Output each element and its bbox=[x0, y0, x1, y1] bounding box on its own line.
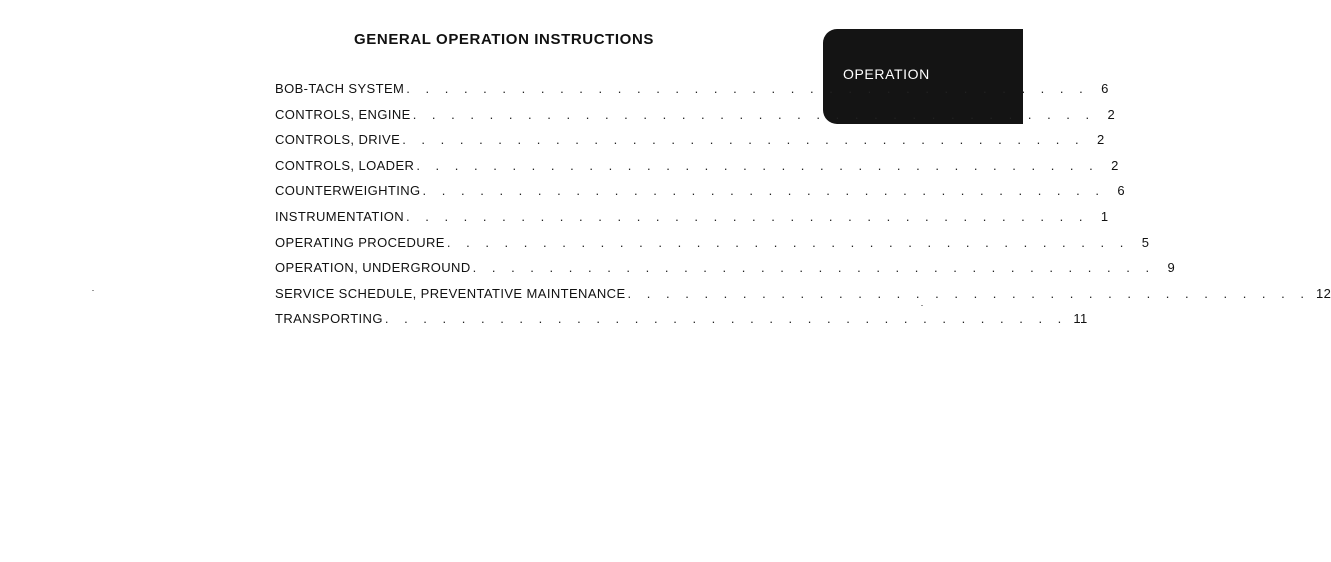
dot-leader: . . . . . . . . . . . . . . . . . . . . . . . . . . . . . . . . . . . . bbox=[472, 260, 1156, 276]
toc-entry bbox=[275, 260, 1176, 286]
toc-entry-label: TRANSPORTING bbox=[275, 311, 383, 327]
toc-entry bbox=[275, 234, 1150, 261]
toc-entry-page: 2 bbox=[1111, 157, 1119, 173]
toc-entry-page: 2 bbox=[1107, 106, 1116, 122]
toc-entry-page: 9 bbox=[1167, 260, 1176, 276]
toc-entry-page: 5 bbox=[1141, 234, 1150, 250]
toc-entry-page: 12 bbox=[1316, 285, 1331, 301]
toc-entry-label: CONTROLS, DRIVE bbox=[275, 132, 401, 148]
toc-entry-label: OPERATING PROCEDURE bbox=[275, 234, 445, 250]
toc-entry-page: 2 bbox=[1097, 132, 1105, 148]
dot-leader: . . . . . . . . . . . . . . . . . . . . . . . . . . . . . . . . . . . . bbox=[402, 132, 1085, 148]
dot-leader: . . . . . . . . . . . . . . . . . . . . . . . . . . . . . . . . . . . . bbox=[384, 311, 1068, 327]
toc-entry bbox=[275, 311, 1088, 337]
toc-entry-label: BOB-TACH SYSTEM bbox=[275, 81, 405, 96]
dot-leader: . . . . . . . . . . . . . . . . . . . . . . . . . . . . . . . . . . . . bbox=[406, 208, 1089, 224]
page-title: GENERAL OPERATION INSTRUCTIONS bbox=[354, 31, 654, 48]
dot-leader: . . . . . . . . . . . . . . . . . . . . . . . . . . . . . . . . . . . . bbox=[446, 234, 1130, 250]
toc-entry-label: COUNTERWEIGHTING bbox=[275, 183, 421, 199]
toc-entry-label: INSTRUMENTATION bbox=[275, 208, 405, 224]
table-of-contents bbox=[275, 81, 1331, 337]
section-tab-label: OPERATION bbox=[843, 66, 930, 82]
toc-entry-label: SERVICE SCHEDULE, PREVENTATIVE MAINTENANCE bbox=[275, 285, 626, 301]
dot-leader: . . . . . . . . . . . . . . . . . . . . . . . . . . . . . . . . . . . . bbox=[406, 81, 1089, 96]
dot-leader: . . . . . . . . . . . . . . . . . . . . . . . . . . . . . . . . . . . . bbox=[627, 285, 1310, 301]
toc-entry-label: OPERATION, UNDERGROUND bbox=[275, 260, 471, 276]
toc-entry-page: 6 bbox=[1117, 183, 1125, 199]
toc-entry bbox=[275, 132, 1105, 158]
dot-leader: . . . . . . . . . . . . . . . . . . . . . . . . . . . . . . . . . . . . bbox=[422, 183, 1105, 199]
toc-entry bbox=[275, 106, 1116, 133]
scan-speck bbox=[92, 290, 94, 291]
toc-entry-page: 1 bbox=[1100, 208, 1109, 224]
toc-entry bbox=[275, 81, 1109, 107]
toc-entry bbox=[275, 183, 1125, 209]
toc-entry bbox=[275, 208, 1109, 235]
toc-entry bbox=[275, 157, 1119, 184]
toc-entry-label: CONTROLS, ENGINE bbox=[275, 106, 411, 122]
dot-leader: . . . . . . . . . . . . . . . . . . . . . . . . . . . . . . . . . . . . bbox=[412, 106, 1096, 122]
toc-entry-page: 11 bbox=[1073, 311, 1088, 327]
scan-speck bbox=[921, 305, 923, 306]
toc-entry-label: CONTROLS, LOADER bbox=[275, 157, 415, 173]
toc-entry-page: 6 bbox=[1101, 81, 1109, 96]
dot-leader: . . . . . . . . . . . . . . . . . . . . . . . . . . . . . . . . . . . . bbox=[416, 157, 1099, 173]
toc-entry bbox=[275, 285, 1331, 312]
